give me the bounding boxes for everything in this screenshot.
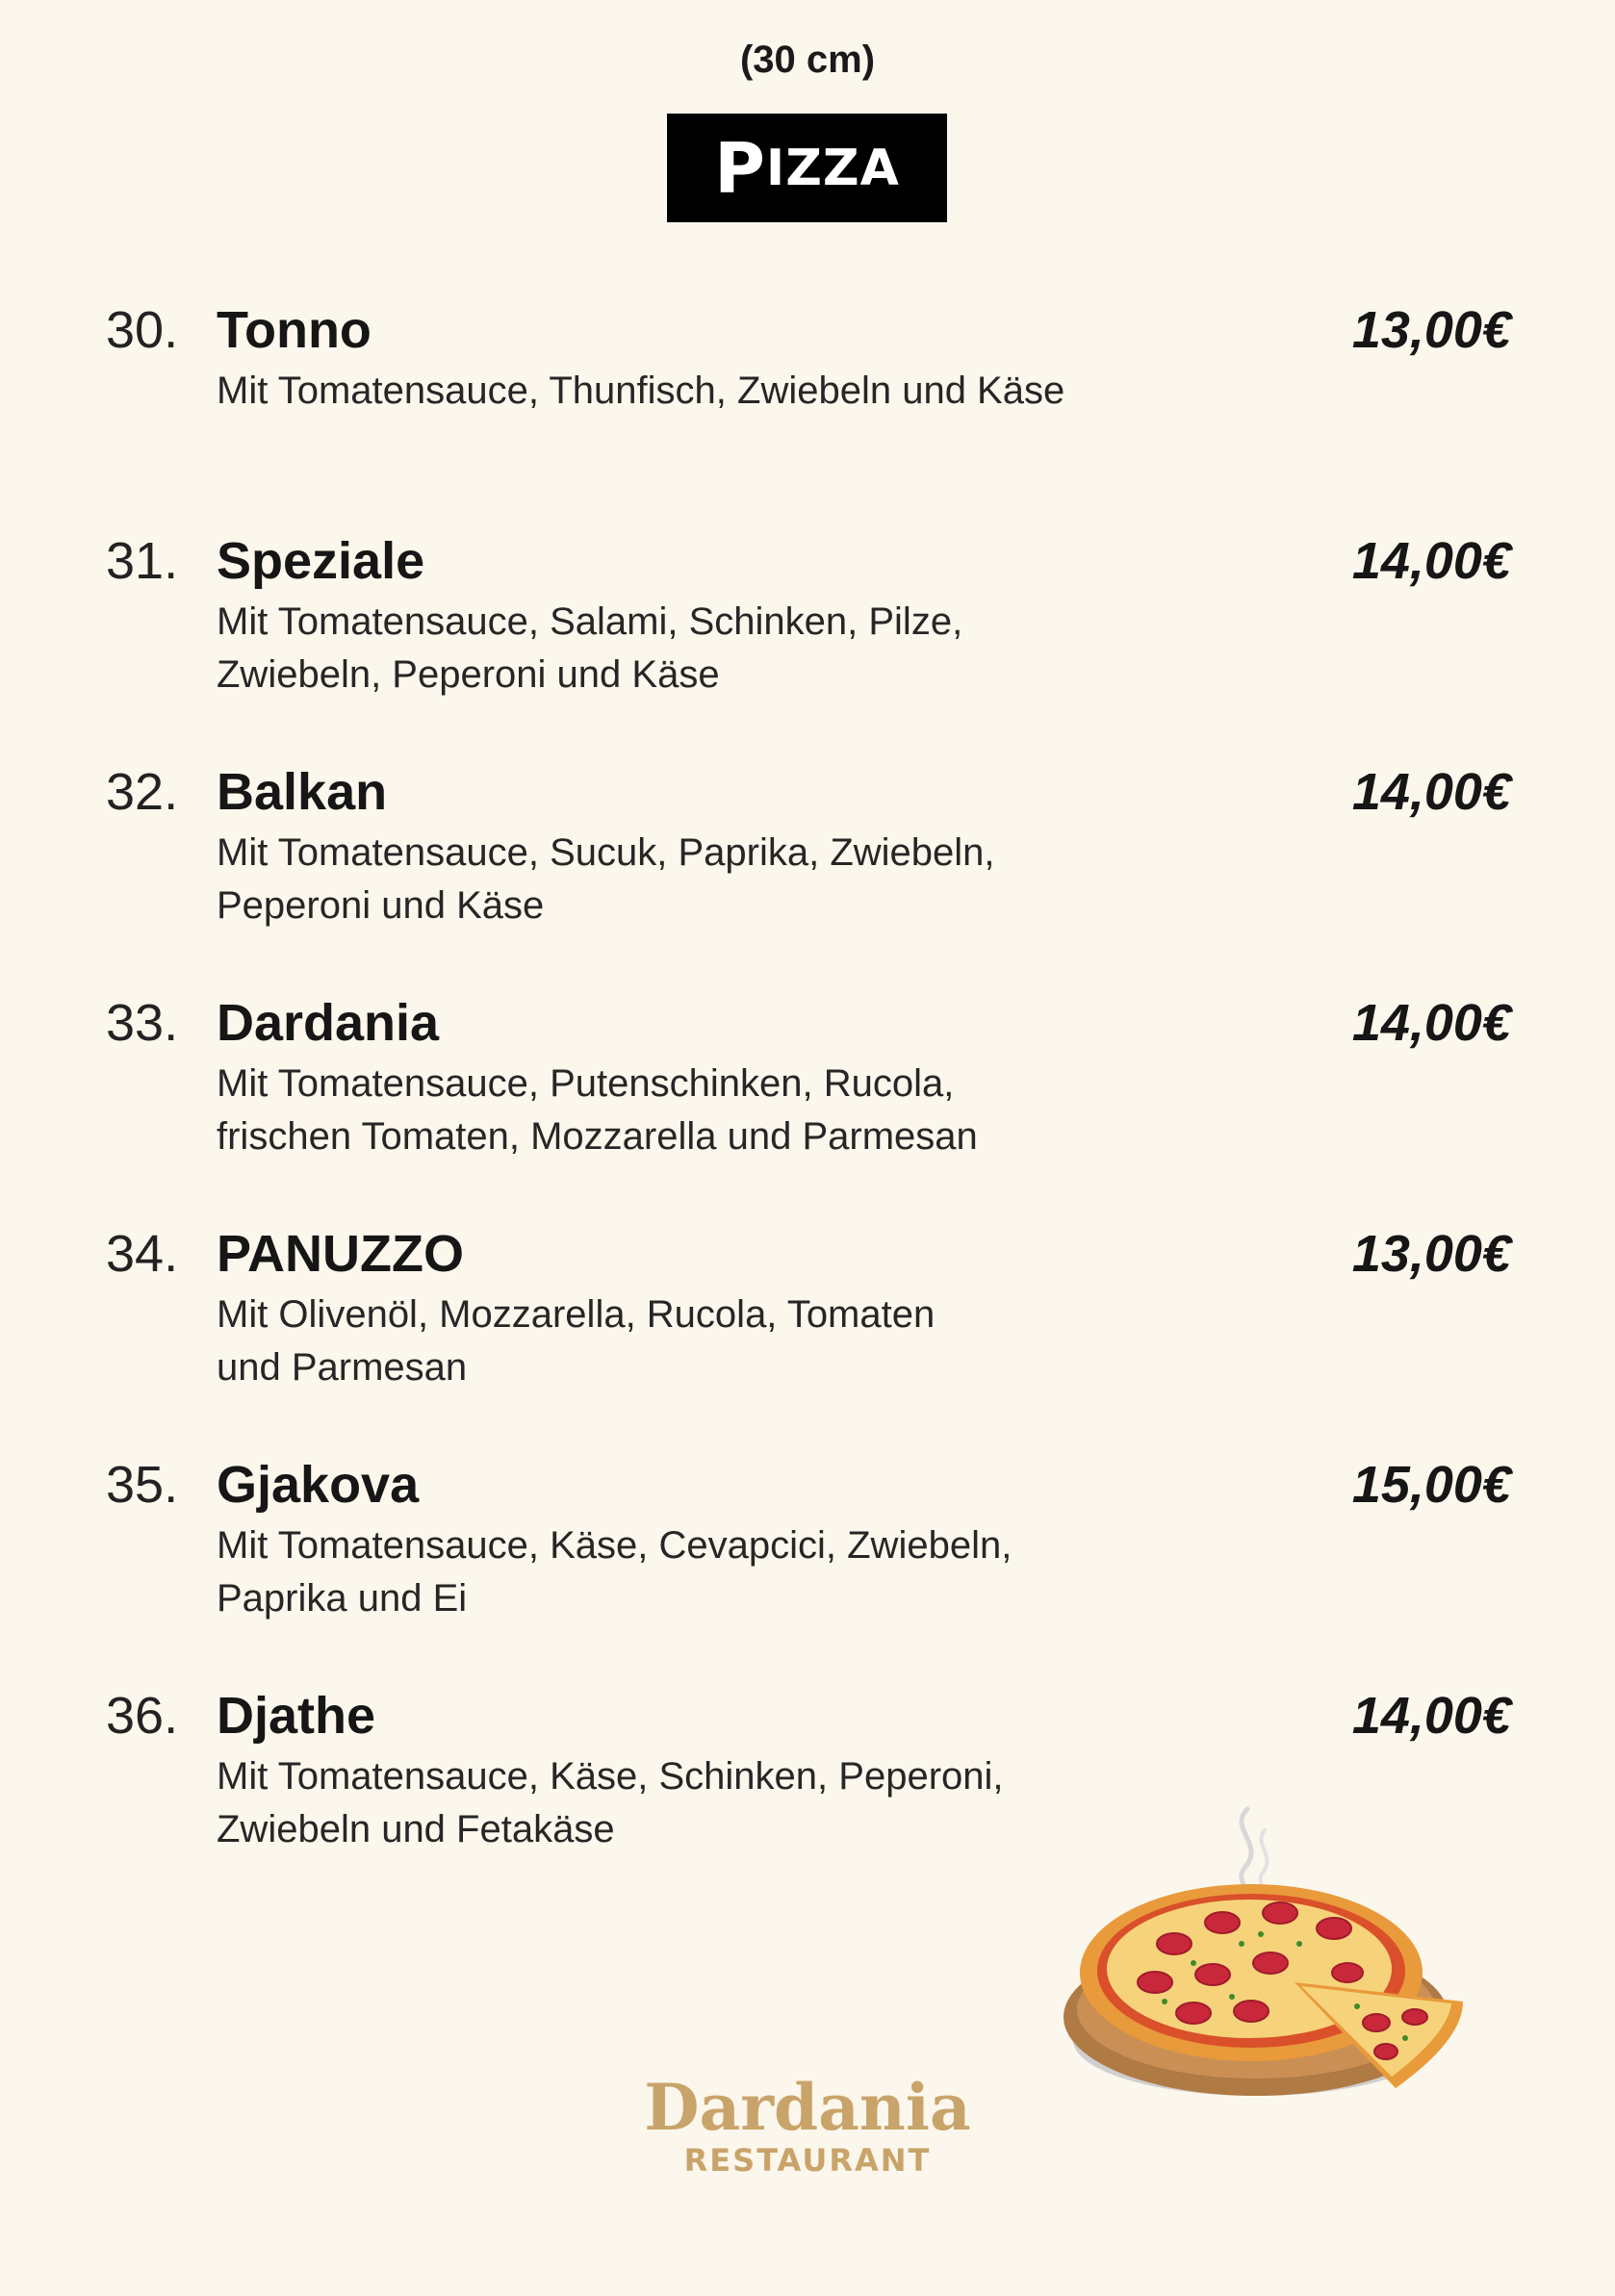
item-description-line: Mit Tomatensauce, Sucuk, Paprika, Zwiebeln,	[217, 831, 995, 874]
item-name: Speziale	[217, 532, 425, 590]
menu-list	[106, 300, 1511, 1917]
section-title-rest: IZZA	[765, 139, 900, 197]
item-description-line: Paprika und Ei	[217, 1577, 468, 1620]
menu-item	[106, 300, 1511, 531]
item-number: 36.	[106, 1687, 179, 1745]
item-description	[217, 1058, 1179, 1163]
item-description	[217, 1750, 1179, 1856]
item-price: 14,00€	[1351, 532, 1511, 590]
section-title	[667, 114, 947, 222]
menu-item	[106, 531, 1511, 762]
pizza-illustration	[1059, 1799, 1482, 2107]
item-description	[217, 596, 1179, 702]
item-number: 32.	[106, 763, 179, 821]
item-price: 14,00€	[1351, 1687, 1511, 1745]
item-description-line: Mit Tomatensauce, Putenschinken, Rucola,	[217, 1062, 955, 1105]
size-note: (30 cm)	[739, 38, 876, 81]
item-name: PANUZZO	[217, 1225, 464, 1283]
item-number: 34.	[106, 1225, 179, 1283]
item-description-line: Zwiebeln und Fetakäse	[217, 1808, 615, 1850]
item-number: 31.	[106, 532, 179, 590]
item-number: 30.	[106, 301, 179, 359]
item-description-line: Zwiebeln, Peperoni und Käse	[217, 653, 720, 696]
menu-item	[106, 1224, 1511, 1455]
item-description	[217, 827, 1179, 932]
item-description-line: frischen Tomaten, Mozzarella und Parmesan	[217, 1115, 978, 1158]
item-description-line: Mit Olivenöl, Mozzarella, Rucola, Tomaten	[217, 1293, 936, 1336]
logo-name: Dardania	[644, 2070, 971, 2145]
item-description	[217, 1519, 1179, 1625]
item-price: 13,00€	[1351, 301, 1511, 359]
item-name: Djathe	[217, 1687, 376, 1745]
menu-item	[106, 993, 1511, 1224]
item-description-line: Mit Tomatensauce, Käse, Schinken, Peperoni,	[217, 1755, 1004, 1798]
item-price: 13,00€	[1351, 1225, 1511, 1283]
item-name: Tonno	[217, 301, 372, 359]
item-description	[217, 365, 1179, 418]
item-description-line: und Parmesan	[217, 1346, 468, 1389]
logo-subtitle: RESTAURANT	[683, 2142, 932, 2179]
menu-item	[106, 1455, 1511, 1686]
item-price: 15,00€	[1351, 1456, 1511, 1514]
item-price: 14,00€	[1351, 763, 1511, 821]
item-price: 14,00€	[1351, 994, 1511, 1052]
item-number: 33.	[106, 994, 179, 1052]
item-description	[217, 1288, 1179, 1394]
item-description-line: Mit Tomatensauce, Salami, Schinken, Pilze,	[217, 600, 963, 643]
menu-item	[106, 762, 1511, 993]
item-name: Gjakova	[217, 1456, 420, 1514]
item-name: Balkan	[217, 763, 388, 821]
restaurant-logo	[0, 2070, 1615, 2180]
section-title-initial: P	[714, 127, 766, 209]
item-name: Dardania	[217, 994, 440, 1052]
item-description-line: Mit Tomatensauce, Thunfisch, Zwiebeln und Käse	[217, 370, 1065, 412]
item-description-line: Peperoni und Käse	[217, 884, 545, 927]
item-description-line: Mit Tomatensauce, Käse, Cevapcici, Zwiebeln,	[217, 1524, 1013, 1567]
item-number: 35.	[106, 1456, 179, 1514]
